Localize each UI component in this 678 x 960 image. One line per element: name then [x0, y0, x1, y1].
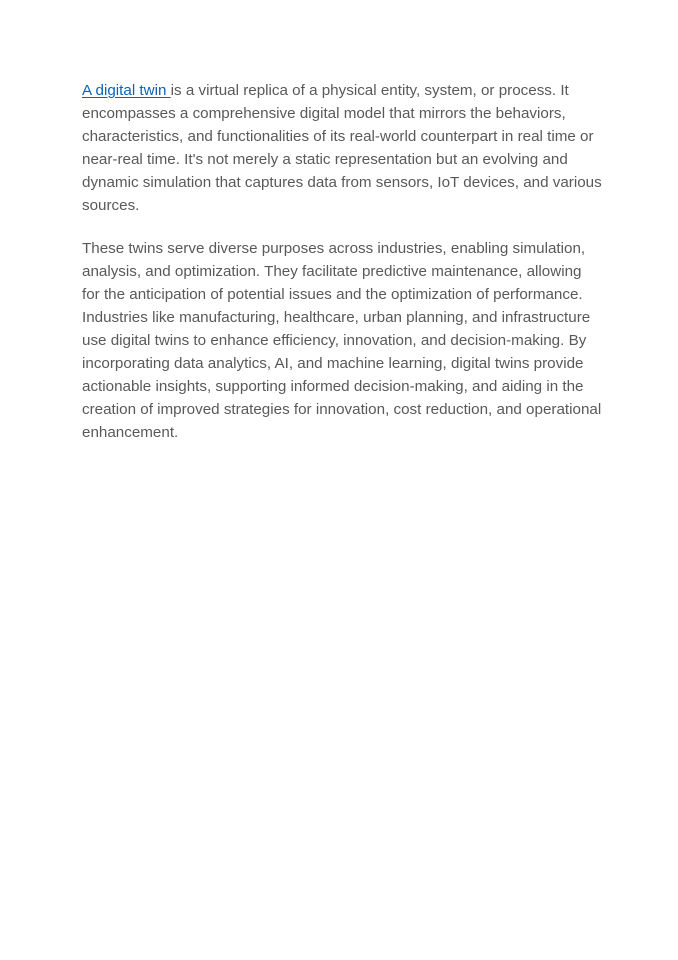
document-body: [82, 79, 602, 444]
paragraph-1-text: is a virtual replica of a physical entity, system, or process. It encompasses a comprehensive digital model that mirrors the behaviors, characteristics, and functionalities of its real-world counterpart in real time or near-real time. It's not merely a static representation but an evolving and dynamic simulation that captures data from sensors, IoT devices, and various sources.: [82, 82, 602, 215]
digital-twin-link[interactable]: A digital twin: [82, 82, 171, 99]
paragraph-1: [82, 79, 602, 218]
paragraph-2: These twins serve diverse purposes across industries, enabling simulation, analysis, and optimization. They facilitate predictive maintenance, allowing for the anticipation of potential issues and the optimization of performance. Industries like manufacturing, healthcare, urban planning, and infrastructure use digital twins to enhance efficiency, innovation, and decision-making. By incorporating data analytics, AI, and machine learning, digital twins provide actionable insights, supporting informed decision-making, and aiding in the creation of improved strategies for innovation, cost reduction, and operational enhancement.: [82, 239, 602, 442]
